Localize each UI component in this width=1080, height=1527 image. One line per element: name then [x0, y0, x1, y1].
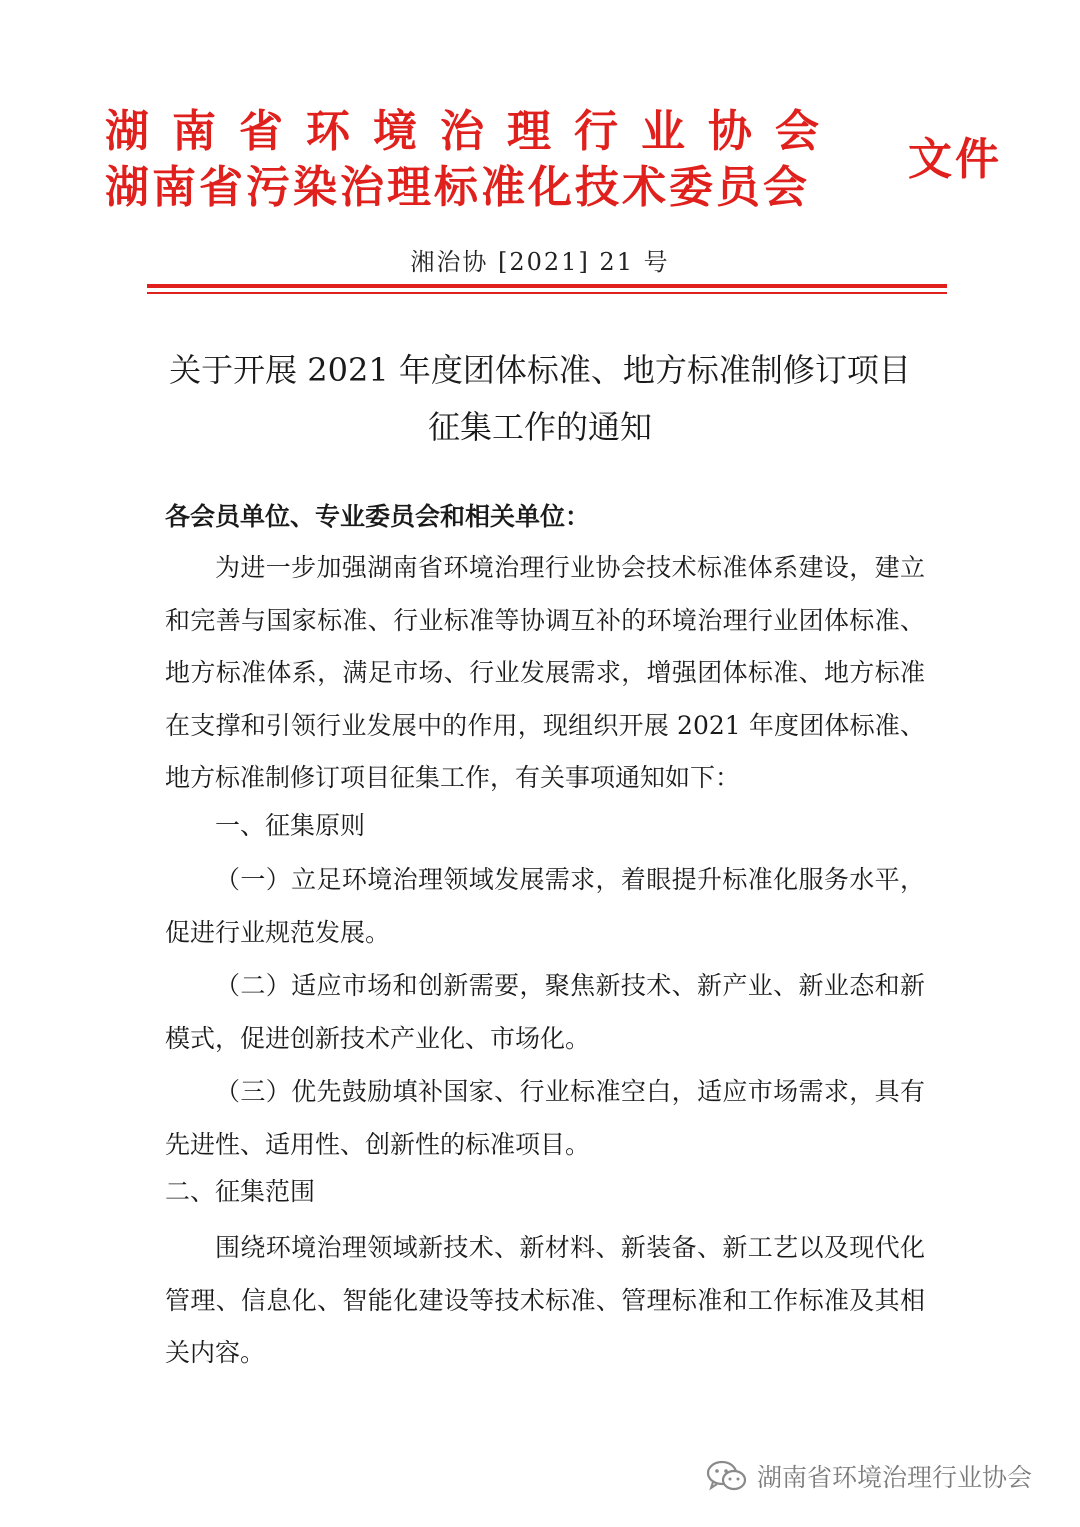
header-divider-thick — [147, 284, 947, 288]
principle-1-paragraph: （一）立足环境治理领域发展需求，着眼提升标准化服务水平，促进行业规范发展。 — [165, 865, 925, 947]
org-name-standardization-committee: 湖南省污染治理标准化技术委员会 — [105, 162, 810, 213]
issuing-organizations — [105, 104, 842, 216]
header-divider-thin — [147, 292, 947, 294]
document-number: 湘治协 [2021] 21 号 — [410, 248, 670, 276]
org-name-environment-association: 湖南省环境治理行业协会 — [105, 106, 842, 157]
section-heading-principles: 一、征集原则 — [215, 811, 366, 840]
document-type-label: 文件 — [908, 134, 1002, 185]
principle-2-paragraph: （二）适应市场和创新需要，聚焦新技术、新产业、新业态和新模式，促进创新技术产业化、市场化。 — [165, 971, 925, 1053]
salutation: 各会员单位、专业委员会和相关单位： — [165, 502, 591, 531]
wechat-watermark — [705, 1458, 1032, 1494]
wechat-icon — [705, 1459, 749, 1493]
notice-title-line-1: 关于开展 2021 年度团体标准、地方标准制修订项目 — [169, 351, 911, 389]
section-heading-scope: 二、征集范围 — [165, 1177, 316, 1206]
watermark-account-name: 湖南省环境治理行业协会 — [757, 1463, 1033, 1492]
scope-paragraph: 围绕环境治理领域新技术、新材料、新装备、新工艺以及现代化管理、信息化、智能化建设等技术标准、管理标准和工作标准及其相关内容。 — [165, 1233, 925, 1367]
principle-3-paragraph: （三）优先鼓励填补国家、行业标准空白，适应市场需求，具有先进性、适用性、创新性的标准项目。 — [165, 1077, 925, 1159]
notice-title-line-2: 征集工作的通知 — [427, 408, 652, 446]
intro-paragraph: 为进一步加强湖南省环境治理行业协会技术标准体系建设，建立和完善与国家标准、行业标准等协调互补的环境治理行业团体标准、地方标准体系，满足市场、行业发展需求，增强团体标准、地方标准在支撑和引领行业发展中的作用，现组织开展 2021 年度团体标准、地方标准制修订项目征集工作，有关事项通知如下： — [165, 553, 925, 792]
